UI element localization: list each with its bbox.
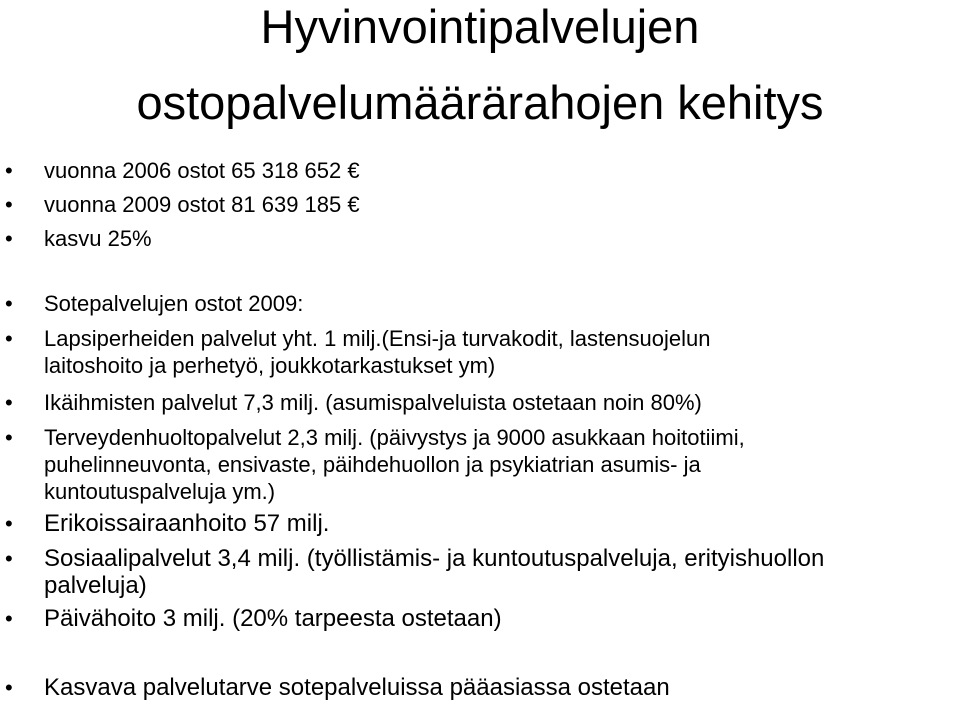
bullet-icon: • xyxy=(5,226,13,251)
bullet-icon: • xyxy=(5,425,13,450)
list-item-text: puhelinneuvonta, ensivaste, päihdehuollon ja psykiatrian asumis- ja xyxy=(44,452,701,477)
list-item-text: laitoshoito ja perhetyö, joukkotarkastukset ym) xyxy=(44,353,496,378)
list-item-text: palveluja) xyxy=(44,572,147,599)
list-item-text: Kasvava palvelutarve sotepalveluissa pääasiassa ostetaan xyxy=(44,674,670,701)
list-item-text: kasvu 25% xyxy=(44,226,152,251)
bullet-icon: • xyxy=(5,606,13,631)
list-item-text: Ikäihmisten palvelut 7,3 milj. (asumispalveluista ostetaan noin 80%) xyxy=(44,390,702,415)
bullet-icon: • xyxy=(5,192,13,217)
bullet-icon: • xyxy=(5,546,13,571)
bullet-icon: • xyxy=(5,511,13,536)
bullet-icon: • xyxy=(5,675,13,700)
list-item-text: vuonna 2006 ostot 65 318 652 € xyxy=(44,158,360,183)
bullet-icon: • xyxy=(5,326,13,351)
list-item-text: vuonna 2009 ostot 81 639 185 € xyxy=(44,192,360,217)
page-title-line-2: ostopalvelumäärärahojen kehitys xyxy=(136,76,824,129)
list-item-text: Päivähoito 3 milj. (20% tarpeesta ostetaan) xyxy=(44,605,502,632)
bullet-icon: • xyxy=(5,291,13,316)
list-item-text: Erikoissairaanhoito 57 milj. xyxy=(44,510,330,537)
list-item-text: Sosiaalipalvelut 3,4 milj. (työllistämis- ja kuntoutuspalveluja, erityishuollon xyxy=(44,545,825,572)
list-item-text: Lapsiperheiden palvelut yht. 1 milj.(Ensi-ja turvakodit, lastensuojelun xyxy=(44,326,711,351)
page-title-line-1: Hyvinvointipalvelujen xyxy=(260,0,700,53)
bullet-icon: • xyxy=(5,158,13,183)
list-item-text: Sotepalvelujen ostot 2009: xyxy=(44,291,304,316)
list-item-text: Terveydenhuoltopalvelut 2,3 milj. (päivystys ja 9000 asukkaan hoitotiimi, xyxy=(44,425,745,450)
bullet-icon: • xyxy=(5,390,13,415)
list-item-text: kuntoutuspalveluja ym.) xyxy=(44,479,276,504)
